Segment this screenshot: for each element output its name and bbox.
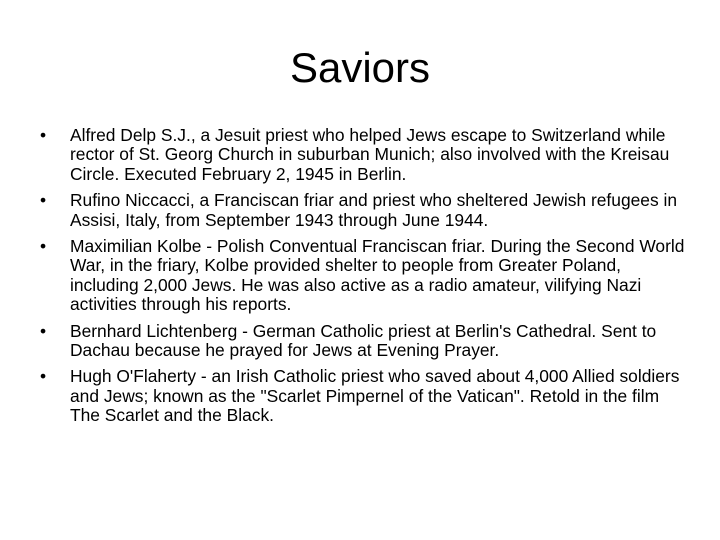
bullet-text: Rufino Niccacci, a Franciscan friar and priest who sheltered Jewish refugees in Assisi, Italy, from September 1943 through June 1944.	[70, 190, 678, 230]
bullet-dot-icon: •	[39, 190, 47, 211]
bullet-item-kolbe	[36, 237, 690, 315]
bullet-dot-icon: •	[39, 320, 47, 341]
bullet-text: Maximilian Kolbe - Polish Conventual Franciscan friar. During the Second World War, in the friary, Kolbe provided shelter to people from Greater Poland, including 2,000 Jews. He was also active as a radio amateur, vilifying Nazi activities through his reports.	[70, 236, 685, 315]
bullet-text: Alfred Delp S.J., a Jesuit priest who helped Jews escape to Switzerland while rector of St. Georg Church in suburban Munich; also involved with the Kreisau Circle. Executed February 2, 1945 in Berlin.	[70, 125, 670, 184]
bullet-item-delp	[36, 126, 690, 184]
bullet-text: Bernhard Lichtenberg - German Catholic priest at Berlin's Cathedral. Sent to Dachau because he prayed for Jews at Evening Prayer.	[70, 320, 657, 361]
bullet-item-niccacci	[36, 191, 690, 230]
bullet-item-oflaherty	[36, 367, 690, 425]
bullet-text: Hugh O'Flaherty - an Irish Catholic priest who saved about 4,000 Allied soldiers and Jews; known as the "Scarlet Pimpernel of the Vatican". Retold in the film The Scarlet and the Black.	[70, 366, 680, 426]
bullet-item-lichtenberg	[36, 322, 690, 361]
bullet-dot-icon: •	[39, 236, 47, 257]
bullet-dot-icon: •	[39, 125, 47, 145]
bullet-dot-icon: •	[39, 366, 47, 387]
slide-title: Saviors	[289, 44, 431, 91]
bullet-list	[36, 126, 690, 433]
